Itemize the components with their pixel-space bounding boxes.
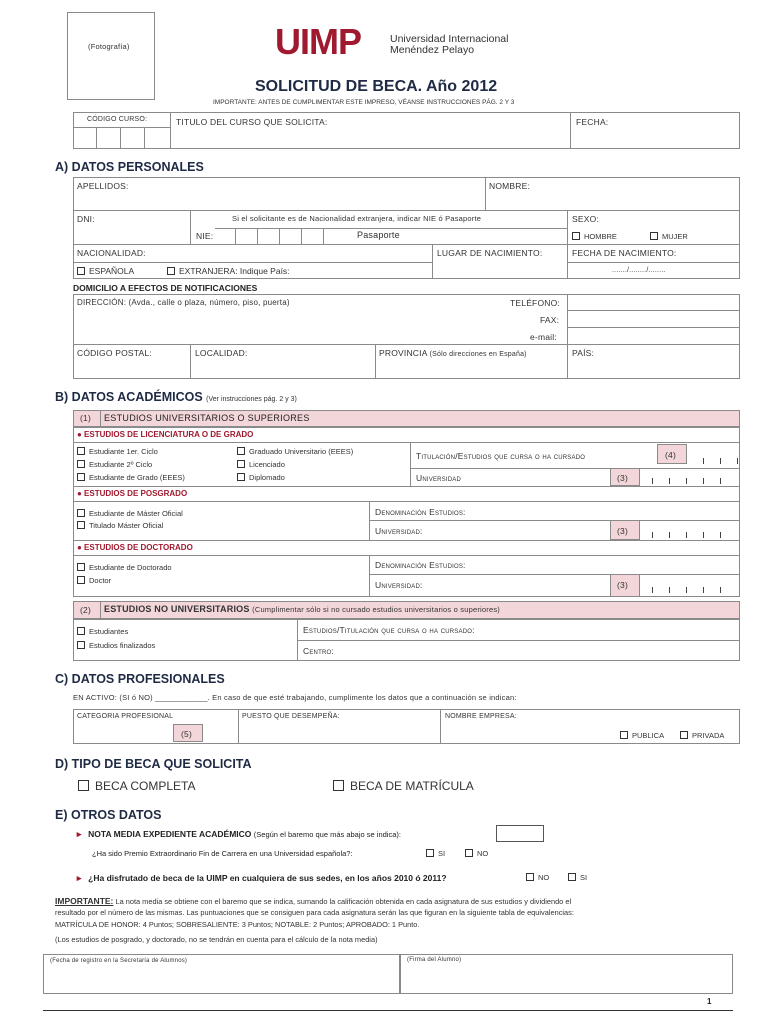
fecha-nac-label: FECHA DE NACIMIENTO: [572, 248, 677, 258]
categoria-label[interactable]: CATEGORIA PROFESIONAL [77, 713, 174, 720]
empresa-label[interactable]: NOMBRE EMPRESA: [445, 713, 517, 720]
firma-label: (Firma del Alumno) [407, 957, 462, 963]
extranjera-checkbox[interactable]: EXTRANJERA: Indique País: [167, 266, 290, 276]
titulacion-label[interactable]: Titulación/Estudios que cursa o ha cursado [416, 451, 586, 461]
lugar-nac-label[interactable]: LUGAR DE NACIMIENTO: [437, 248, 543, 258]
lic-item-3[interactable]: Graduado Universitario (EEES) [237, 447, 353, 456]
activo-text[interactable]: EN ACTIVO: (SI ó NO) ____________. En caso de que esté trabajando, cumplimente los datos que a continuación se indican: [73, 693, 517, 702]
dni-label[interactable]: DNI: [77, 214, 95, 224]
posgrado-title: ● ESTUDIOS DE POSGRADO [77, 489, 188, 498]
uimp-logo: UIMP [275, 21, 361, 62]
nie-note: Si el solicitante es de Nacionalidad extranjera, indicar NIE ó Pasaporte [232, 214, 482, 223]
email-label[interactable]: e-mail: [530, 332, 557, 342]
beca-matricula-checkbox[interactable]: BECA DE MATRÍCULA [333, 779, 474, 793]
apellidos-label[interactable]: APELLIDOS: [77, 181, 129, 191]
univ-name-line1: Universidad Internacional [390, 33, 509, 45]
num-3-b: (3) [617, 526, 628, 536]
important-note: IMPORTANTE: ANTES DE CUMPLIMENTAR ESTE IMPRESO, VÉANSE INSTRUCCIONES PÁG. 2 Y 3 [213, 99, 515, 106]
localidad-label[interactable]: LOCALIDAD: [195, 348, 248, 358]
num-2: (2) [80, 605, 91, 615]
codigo-curso-label: CÓDIGO CURSO: [87, 116, 148, 123]
premio-si-checkbox[interactable]: SI [426, 849, 445, 858]
cp-label[interactable]: CÓDIGO POSTAL: [77, 348, 152, 358]
provincia-label[interactable]: PROVINCIA (Sólo direcciones en España) [379, 348, 527, 358]
num-1: (1) [80, 413, 91, 423]
hombre-checkbox[interactable]: HOMBRE [572, 232, 617, 241]
nouniv-title: ESTUDIOS NO UNIVERSITARIOS (Cumplimentar sólo si no cursado estudios universitarios o superiores) [104, 604, 500, 614]
publica-checkbox[interactable]: PUBLICA [620, 731, 664, 740]
disfrutado-row: ► ¿Ha disfrutado de beca de la UIMP en cualquiera de sus sedes, en los años 2010 ó 2011? [75, 873, 447, 883]
puesto-label[interactable]: PUESTO QUE DESEMPEÑA: [242, 713, 340, 720]
fecha-label[interactable]: FECHA: [576, 117, 609, 127]
domicilio-title: DOMICILIO A EFECTOS DE NOTIFICACIONES [73, 283, 258, 293]
fax-label[interactable]: FAX: [540, 315, 560, 325]
pos-item-0[interactable]: Estudiante de Máster Oficial [77, 509, 183, 518]
importante-p3: MATRÍCULA DE HONOR: 4 Puntos; SOBRESALIENTE: 3 Puntos; NOTABLE: 2 Puntos; APROBADO: 1 Punto. [55, 920, 420, 929]
univ-name-line2: Menéndez Pelayo [390, 44, 475, 56]
universidad2-label-1[interactable]: Universidad: [375, 526, 423, 536]
beca-completa-checkbox[interactable]: BECA COMPLETA [78, 779, 195, 793]
nu-item-0[interactable]: Estudiantes [77, 627, 128, 636]
section-b-title: B) DATOS ACADÉMICOS (Ver instrucciones pág. 2 y 3) [55, 390, 297, 404]
pais-label[interactable]: PAÍS: [572, 348, 595, 358]
posgrado-note: (Los estudios de posgrado, y doctorado, no se tendrán en cuenta para el cálculo de la nota media) [55, 935, 378, 944]
espanola-checkbox[interactable]: ESPAÑOLA [77, 266, 134, 276]
num-3-c: (3) [617, 580, 628, 590]
universidad-label[interactable]: Universidad [416, 473, 462, 483]
titulo-curso-label[interactable]: TITULO DEL CURSO QUE SOLICITA: [176, 117, 328, 127]
num-5: (5) [181, 729, 192, 739]
lic-item-2[interactable]: Estudiante de Grado (EEES) [77, 473, 185, 482]
lic-item-0[interactable]: Estudiante 1er. Ciclo [77, 447, 158, 456]
photo-box [67, 12, 155, 100]
lic-item-5[interactable]: Diplomado [237, 473, 285, 482]
course-header-box [73, 112, 740, 149]
doctorado-title: ● ESTUDIOS DE DOCTORADO [77, 543, 193, 552]
section-c-title: C) DATOS PROFESIONALES [55, 672, 225, 686]
denominacion-label-1[interactable]: Denominación Estudios: [375, 507, 466, 517]
fecha-registro-label: (Fecha de registro en la Secretaría de Alumnos) [50, 958, 188, 964]
mujer-checkbox[interactable]: MUJER [650, 232, 688, 241]
estudios-tit-label[interactable]: Estudios/Titulación que cursa o ha cursado: [303, 625, 475, 635]
disfrutado-si-checkbox[interactable]: SI [568, 873, 587, 882]
pasaporte-label[interactable]: Pasaporte [357, 230, 400, 240]
nie-label[interactable]: NIE: [196, 231, 214, 241]
sexo-label: SEXO: [572, 214, 599, 224]
nombre-label[interactable]: NOMBRE: [489, 181, 531, 191]
direccion-label[interactable]: DIRECCIÓN: (Avda., calle o plaza, número, piso, puerta) [77, 298, 290, 307]
importante-p1: IMPORTANTE: La nota media se obtiene con el baremo que se indica, sumando la calificación obtenida en cada asignatura de sus estudios y dividiendo el [55, 896, 572, 906]
lic-item-4[interactable]: Licenciado [237, 460, 285, 469]
privada-checkbox[interactable]: PRIVADA [680, 731, 724, 740]
nota-media-row: ► NOTA MEDIA EXPEDIENTE ACADÉMICO (Según el baremo que más abajo se indica): [75, 829, 401, 839]
centro-label[interactable]: Centro: [303, 646, 334, 656]
univ-title: ESTUDIOS UNIVERSITARIOS O SUPERIORES [104, 413, 310, 423]
lic-item-1[interactable]: Estudiante 2º Ciclo [77, 460, 152, 469]
fecha-nac-field[interactable]: ......./......../........ [612, 267, 666, 274]
section-a-title: A) DATOS PERSONALES [55, 160, 204, 174]
nu-item-1[interactable]: Estudios finalizados [77, 641, 155, 650]
importante-p2: resultado por el número de las mismas. Las puntuaciones que se consiguen para cada asignatura serán las que figuran en la siguiente tabla de equivalencias: [55, 908, 574, 917]
pos-item-1[interactable]: Titulado Máster Oficial [77, 521, 163, 530]
section-e-title: E) OTROS DATOS [55, 808, 162, 822]
premio-no-checkbox[interactable]: NO [465, 849, 488, 858]
num-3-a: (3) [617, 473, 628, 483]
denominacion-label-2[interactable]: Denominación Estudios: [375, 560, 466, 570]
universidad2-label-2[interactable]: Universidad: [375, 580, 423, 590]
page-number: 1 [707, 997, 712, 1006]
lic-title: ● ESTUDIOS DE LICENCIATURA O DE GRADO [77, 430, 254, 439]
doc-item-0[interactable]: Estudiante de Doctorado [77, 563, 172, 572]
num-4: (4) [665, 450, 676, 460]
telefono-label[interactable]: TELÉFONO: [510, 298, 560, 308]
premio-row: ¿Ha sido Premio Extraordinario Fin de Carrera en una Universidad española?: [92, 849, 353, 858]
doc-item-1[interactable]: Doctor [77, 576, 111, 585]
photo-label: (Fotografía) [88, 42, 130, 51]
disfrutado-no-checkbox[interactable]: NO [526, 873, 549, 882]
section-d-title: D) TIPO DE BECA QUE SOLICITA [55, 757, 252, 771]
nacionalidad-label: NACIONALIDAD: [77, 248, 146, 258]
nota-media-input[interactable] [496, 825, 544, 842]
page-title: SOLICITUD DE BECA. Año 2012 [255, 78, 498, 95]
